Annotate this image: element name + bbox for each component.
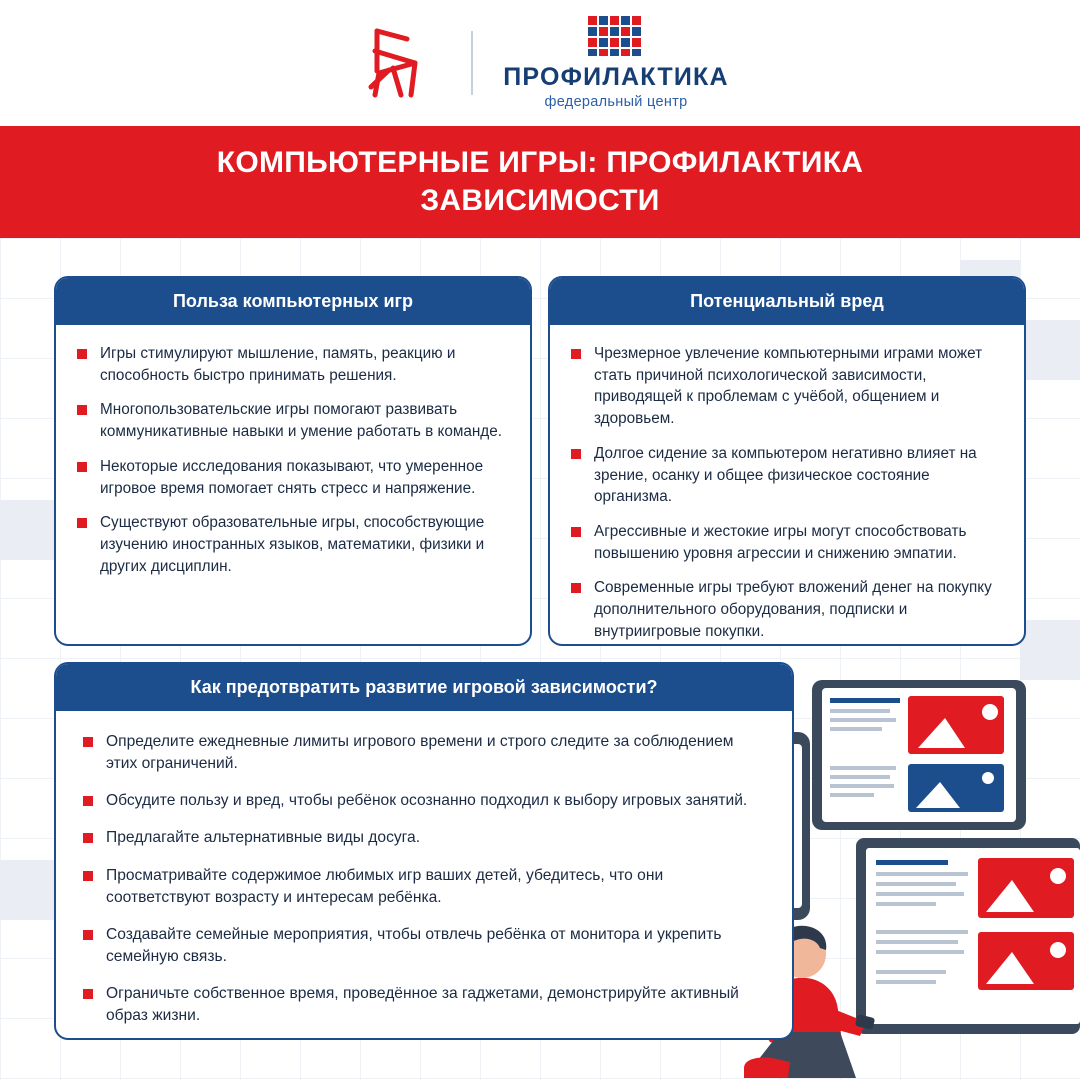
- card-harm-title: Потенциальный вред: [549, 277, 1025, 325]
- brand-subtitle: федеральный центр: [544, 94, 688, 110]
- card-prevention: [54, 662, 794, 1040]
- list-item: Ограничьте собственное время, проведённое за гаджетами, демонстрируйте активный образ жизни.: [82, 983, 766, 1027]
- list-item: Долгое сидение за компьютером негативно влияет на зрение, осанку и общее физическое состояние организма.: [570, 443, 1004, 508]
- header: [0, 0, 1080, 126]
- card-prevention-title: Как предотвратить развитие игровой зависимости?: [55, 663, 793, 711]
- card-benefits-list: [76, 343, 510, 577]
- tablet-icon: [812, 680, 1026, 830]
- brand-title: ПРОФИЛАКТИКА: [503, 63, 729, 91]
- title-band: [0, 126, 1080, 238]
- list-item: Многопользовательские игры помогают развивать коммуникативные навыки и умение работать в команде.: [76, 399, 510, 442]
- list-item: Определите ежедневные лимиты игрового времени и строго следите за соблюдением этих ограничений.: [82, 731, 766, 775]
- brand-logo: [503, 16, 729, 110]
- grid-logo-icon: [588, 16, 644, 56]
- card-harm-list: [570, 343, 1004, 643]
- list-item: Просматривайте содержимое любимых игр ваших детей, убедитесь, что они соответствуют возрасту и интересам ребёнка.: [82, 865, 766, 909]
- list-item: Существуют образовательные игры, способствующие изучению иностранных языков, математики, физики и других дисциплин.: [76, 512, 510, 577]
- chair-logo-icon: [351, 24, 441, 102]
- list-item: Предлагайте альтернативные виды досуга.: [82, 827, 766, 849]
- logo-divider: [471, 31, 473, 95]
- list-item: Современные игры требуют вложений денег на покупку дополнительного оборудования, подписки и внутриигровые покупки.: [570, 577, 1004, 642]
- list-item: Чрезмерное увлечение компьютерными играми может стать причиной психологической зависимости, приводящей к проблемам с учёбой, общением и здоровьем.: [570, 343, 1004, 430]
- card-benefits: [54, 276, 532, 646]
- card-benefits-title: Польза компьютерных игр: [55, 277, 531, 325]
- list-item: Создавайте семейные мероприятия, чтобы отвлечь ребёнка от монитора и укрепить семейную связь.: [82, 924, 766, 968]
- list-item: Обсудите пользу и вред, чтобы ребёнок осознанно подходил к выбору игровых занятий.: [82, 790, 766, 812]
- card-prevention-list: [82, 731, 766, 1027]
- laptop-icon: [856, 838, 1080, 1034]
- page-title: КОМПЬЮТЕРНЫЕ ИГРЫ: ПРОФИЛАКТИКА ЗАВИСИМОСТИ: [216, 145, 864, 217]
- card-harm: [548, 276, 1026, 646]
- list-item: Некоторые исследования показывают, что умеренное игровое время помогает снять стресс и напряжение.: [76, 456, 510, 499]
- list-item: Агрессивные и жестокие игры могут способствовать повышению уровня агрессии и снижению эмпатии.: [570, 521, 1004, 564]
- list-item: Игры стимулируют мышление, память, реакцию и способность быстро принимать решения.: [76, 343, 510, 386]
